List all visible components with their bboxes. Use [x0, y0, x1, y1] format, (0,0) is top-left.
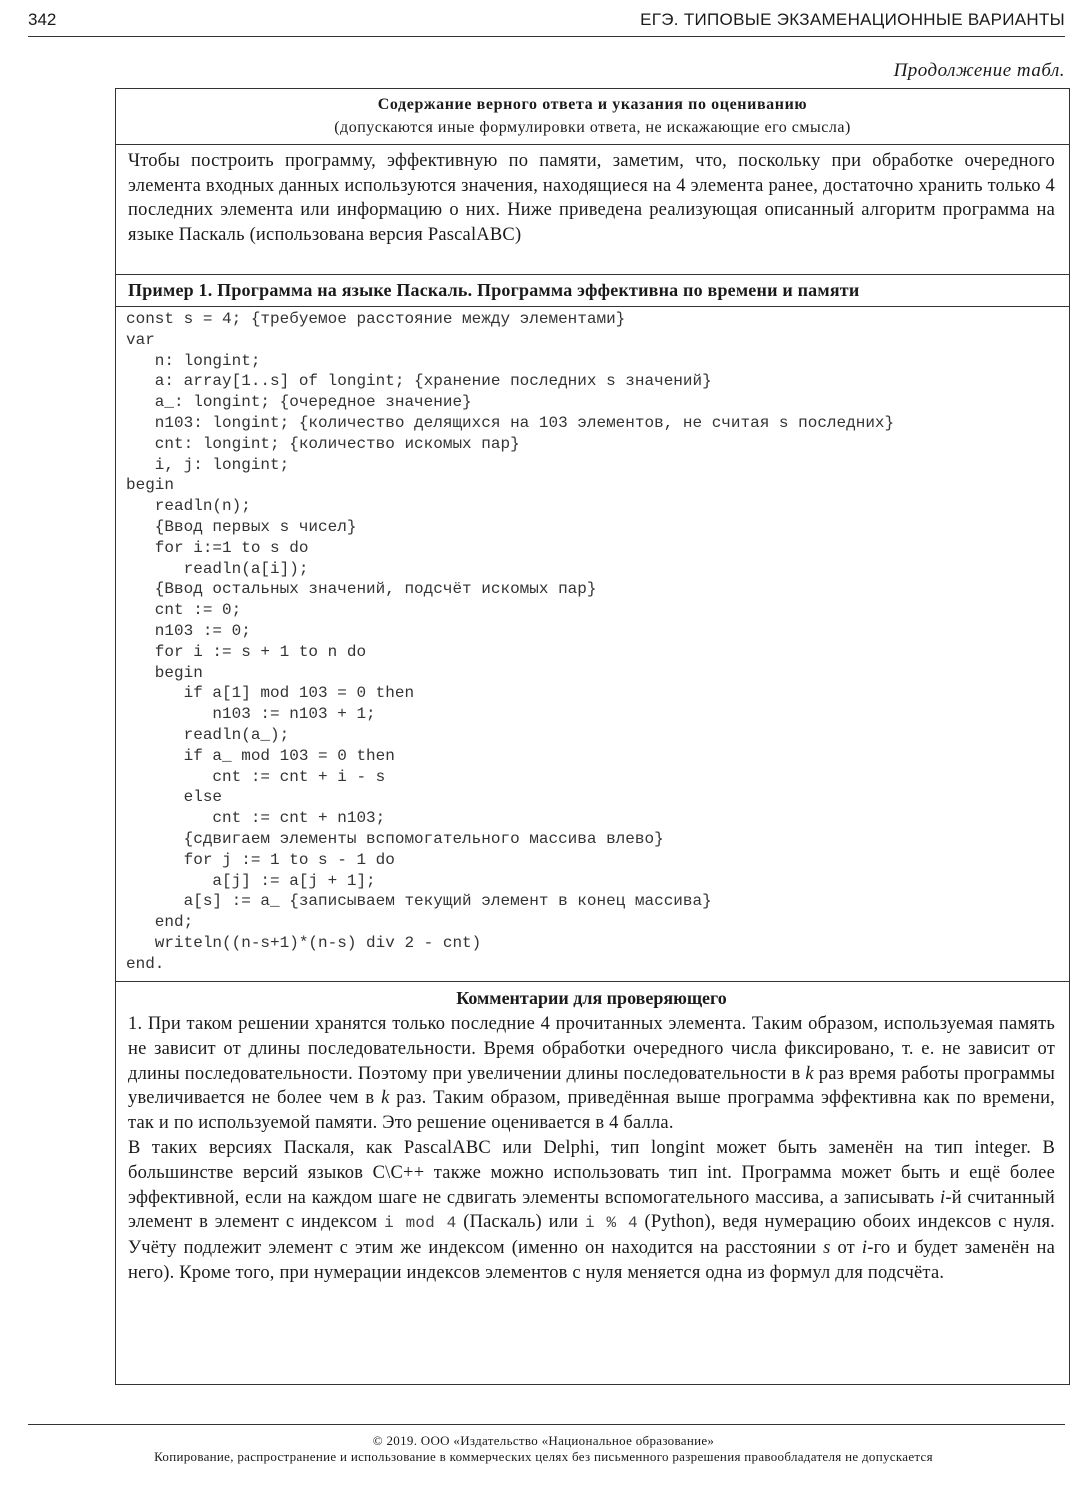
- code-line: begin: [126, 476, 175, 495]
- code-line: writeln((n-s+1)*(n-s) div 2 - cnt): [126, 933, 482, 952]
- intro-text: Чтобы построить программу, эффективную по памяти, заметим, что, поскольку при обработке очередного элемента входных данных используются значения, находящиеся на 4 элемента ранее, достаточно хранить только 4 последних элемента или информацию о них. Ниже приведена реализующая описанный алгоритм программа на языке Паскаль (использована версия PascalABC): [116, 145, 1069, 275]
- code-line: n103 := n103 + 1;: [126, 705, 376, 724]
- code-line: for i := s + 1 to n do: [126, 642, 367, 661]
- header-divider: [28, 36, 1065, 37]
- code-line: i, j: longint;: [126, 455, 290, 474]
- code-line: readln(a[i]);: [126, 559, 309, 578]
- var-i: i: [940, 1187, 946, 1208]
- inline-code-pascal: i mod 4: [384, 1214, 457, 1233]
- code-listing: [116, 307, 1069, 982]
- comment-text: -й считанный элемент в элемент с индексом: [128, 1187, 1055, 1233]
- page-footer: [0, 1433, 1087, 1465]
- comment-text: раз. Таким образом, приведённая выше программа эффективна как по времени, так и по используемой памяти. Это решение оценивается в 4 балла.: [128, 1088, 1055, 1134]
- table-header: [116, 89, 1069, 145]
- license-line: Копирование, распространение и использование в коммерческих целях без письменного разрешения правообладателя не допускается: [154, 1449, 933, 1464]
- table-header-subtitle: (допускаются иные формулировки ответа, не искажающие его смысла): [334, 119, 851, 136]
- comment-text: от: [830, 1238, 862, 1259]
- code-line: cnt := cnt + i - s: [126, 767, 386, 786]
- code-line: n103 := 0;: [126, 621, 251, 640]
- code-line: cnt := 0;: [126, 601, 242, 620]
- code-line: readln(n);: [126, 497, 251, 516]
- code-line: if a[1] mod 103 = 0 then: [126, 684, 415, 703]
- code-line: a[s] := a_ {записываем текущий элемент в конец массива}: [126, 892, 712, 911]
- var-k: k: [805, 1063, 814, 1084]
- inline-code-python: i % 4: [584, 1214, 638, 1233]
- continuation-note: Продолжение табл.: [893, 60, 1065, 81]
- table-header-title: Содержание верного ответа и указания по оцениванию: [377, 96, 808, 113]
- code-line: end;: [126, 913, 194, 932]
- code-line: n: longint;: [126, 351, 261, 370]
- var-i: i: [861, 1238, 868, 1259]
- var-k: k: [381, 1088, 390, 1109]
- comment-paragraph-1: [128, 1012, 1055, 1136]
- reviewer-comments: [116, 982, 1069, 1286]
- code-line: a_: longint; {очередное значение}: [126, 393, 472, 412]
- comment-text: (Паскаль) или: [456, 1212, 585, 1233]
- page-number: 342: [28, 10, 57, 29]
- footer-divider: [28, 1424, 1065, 1425]
- copyright-line: © 2019. ООО «Издательство «Национальное образование»: [372, 1433, 715, 1448]
- code-line: for i:=1 to s do: [126, 538, 309, 557]
- comments-title: Комментарии для проверяющего: [456, 988, 727, 1008]
- code-line: for j := 1 to s - 1 do: [126, 850, 395, 869]
- code-line: a[j] := a[j + 1];: [126, 871, 376, 890]
- code-line: cnt := cnt + n103;: [126, 809, 386, 828]
- code-line: var: [126, 330, 155, 349]
- code-line: a: array[1..s] of longint; {хранение последних s значений}: [126, 372, 712, 391]
- code-line: readln(a_);: [126, 725, 290, 744]
- code-line: else: [126, 788, 223, 807]
- comment-text: -го и будет заменён на него). Кроме того, при нумерации индексов элементов с нуля меняется одна из формул для подсчёта.: [128, 1238, 1055, 1283]
- comment-text: (Python), ведя нумерацию обоих индексов с нуля. Учёту подлежит элемент с этим же индексом (именно он находится на расстоянии: [128, 1212, 1055, 1259]
- answer-table: [115, 88, 1070, 1385]
- code-line: {сдвигаем элементы вспомогательного массива влево}: [126, 829, 664, 848]
- code-line: {Ввод остальных значений, подсчёт искомых пар}: [126, 580, 597, 599]
- code-line: begin: [126, 663, 203, 682]
- example-title: Пример 1. Программа на языке Паскаль. Программа эффективна по времени и памяти: [116, 275, 1069, 307]
- code-line: cnt: longint; {количество искомых пар}: [126, 434, 520, 453]
- code-line: const s = 4; {требуемое расстояние между элементами}: [126, 310, 626, 328]
- var-s: s: [823, 1238, 831, 1259]
- comment-text: 1. При таком решении хранятся только последние 4 прочитанных элемента. Таким образом, используемая память не зависит от длины последовательности. Время обработки очередного числа фиксировано, т. е. не зависит от длины последовательности. Поэтому при увеличении длины последовательности в: [128, 1014, 1055, 1084]
- comment-paragraph-2: [128, 1136, 1055, 1286]
- code-line: n103: longint; {количество делящихся на 103 элементов, не считая s последних}: [126, 413, 895, 432]
- running-title: ЕГЭ. ТИПОВЫЕ ЭКЗАМЕНАЦИОННЫЕ ВАРИАНТЫ: [640, 10, 1065, 29]
- comment-text: В таких версиях Паскаля, как PascalABC или Delphi, тип longint может быть заменён на тип integer. В большинстве версий языков C\C++ также можно использовать тип int. Программа может быть и ещё более эффективной, если на каждом шаге не сдвигать элементы вспомогательного массива, а записывать: [128, 1137, 1055, 1208]
- code-line: {Ввод первых s чисел}: [126, 517, 357, 536]
- code-line: if a_ mod 103 = 0 then: [126, 746, 395, 765]
- page-header: [28, 6, 1065, 34]
- comment-text: раз время работы программы увеличивается не более чем в: [128, 1063, 1055, 1109]
- code-line: end.: [126, 954, 165, 973]
